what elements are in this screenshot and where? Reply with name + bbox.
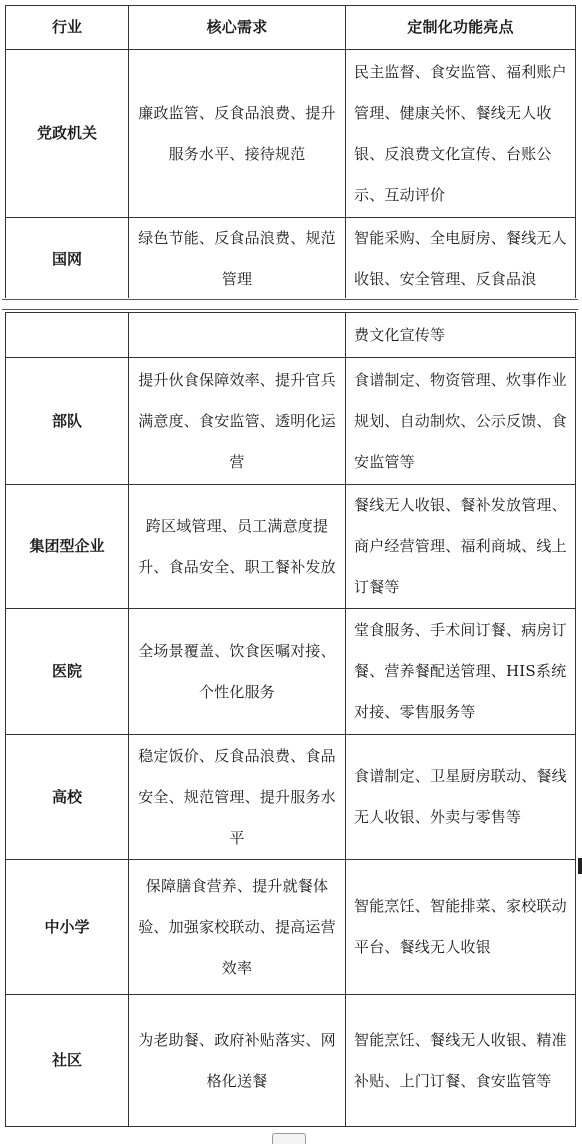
header-industry: 行业: [6, 6, 129, 50]
table-row: [6, 609, 576, 735]
features-text: 食谱制定、卫星厨房联动、餐线无人收银、外卖与零售等: [354, 767, 567, 826]
needs-cell: [129, 358, 346, 485]
header-custom-features: 定制化功能亮点: [346, 6, 576, 50]
needs-text: 为老助餐、政府补贴落实、网格化送餐: [138, 1030, 336, 1090]
features-text: 智能烹饪、餐线无人收银、精准补贴、上门订餐、食安监管等: [354, 1030, 567, 1090]
table-row: [6, 995, 576, 1127]
industry-cell: 党政机关: [6, 50, 129, 218]
features-text: 堂食服务、手术间订餐、病房订餐、营养餐配送管理、HIS系统对接、零售服务等: [354, 621, 567, 721]
features-text: 民主监督、食安监管、福利账户管理、健康关怀、餐线无人收银、反浪费文化宣传、台账公示、互动评价: [354, 62, 567, 204]
industry-cell: [6, 313, 129, 358]
features-text: 餐线无人收银、餐补发放管理、商户经营管理、福利商城、线上订餐等: [354, 496, 567, 596]
needs-cell: [129, 50, 346, 218]
needs-cell: [129, 995, 346, 1127]
industry-table-part-1: [5, 5, 576, 301]
features-cell: [346, 995, 576, 1127]
features-cell: [346, 609, 576, 735]
industry-cell: 社区: [6, 995, 129, 1127]
needs-cell: [129, 313, 346, 358]
table-header-row: [6, 6, 576, 50]
industry-cell: 中小学: [6, 860, 129, 995]
needs-text: 保障膳食营养、提升就餐体验、加强家校联动、提高运营效率: [138, 876, 336, 977]
edge-marker: [578, 858, 582, 874]
features-cell: [346, 485, 576, 609]
needs-text: 全场景覆盖、饮食医嘱对接、个性化服务: [138, 641, 336, 701]
features-text: 智能烹饪、智能排菜、家校联动平台、餐线无人收银: [354, 897, 567, 956]
features-cell: [346, 50, 576, 218]
needs-cell: [129, 485, 346, 609]
needs-cell: [129, 218, 346, 301]
industry-cell: 高校: [6, 735, 129, 860]
needs-cell: [129, 609, 346, 735]
needs-text: 跨区域管理、员工满意度提升、食品安全、职工餐补发放: [138, 516, 336, 576]
page-break-line: [2, 309, 578, 310]
needs-text: 稳定饭价、反食品浪费、食品安全、规范管理、提升服务水平: [138, 746, 336, 847]
industry-cell: 国网: [6, 218, 129, 301]
table-row: [6, 50, 576, 218]
industry-cell: 集团型企业: [6, 485, 129, 609]
features-text: 智能采购、全电厨房、餐线无人收银、安全管理、反食品浪: [354, 229, 567, 288]
needs-text: 绿色节能、反食品浪费、规范管理: [138, 229, 336, 288]
needs-text: 廉政监管、反食品浪费、提升服务水平、接待规范: [138, 103, 336, 163]
features-cell: [346, 735, 576, 860]
page-break-line: [2, 299, 578, 300]
table-row: [6, 860, 576, 995]
header-core-needs: 核心需求: [129, 6, 346, 50]
industry-cell: 医院: [6, 609, 129, 735]
features-cell: [346, 218, 576, 301]
features-text: 食谱制定、物资管理、炊事作业规划、自动制炊、公示反馈、食安监管等: [354, 370, 567, 471]
page-tab-marker: [272, 1133, 306, 1144]
needs-cell: [129, 735, 346, 860]
needs-text: 提升伙食保障效率、提升官兵满意度、食安监管、透明化运营: [138, 370, 336, 471]
continuation-row: [6, 313, 576, 358]
table-row: [6, 485, 576, 609]
industry-cell: 部队: [6, 358, 129, 485]
features-cell: [346, 860, 576, 995]
features-text: 费文化宣传等: [354, 325, 446, 344]
industry-table-part-2: [5, 312, 576, 1127]
table-row: [6, 218, 576, 301]
page-break-gap: [0, 298, 582, 312]
table-row: [6, 358, 576, 485]
features-cell: [346, 358, 576, 485]
needs-cell: [129, 860, 346, 995]
features-cell: [346, 313, 576, 358]
table-row: [6, 735, 576, 860]
